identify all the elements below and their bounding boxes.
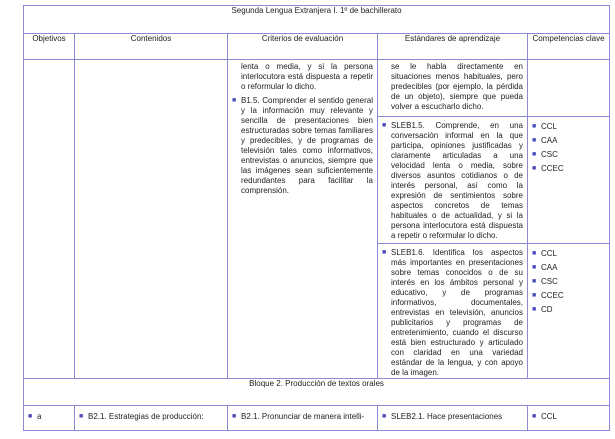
bullet-icon: ■ [382,413,387,420]
bullet-icon: ■ [532,306,537,313]
competencia-text: CCL [541,412,558,421]
estandar-sleb1-5-text: SLEB1.5. Comprende, en una conversación informal en la que participa, opiniones justificadas y claramente articuladas a una velocidad lenta o media, sobre diversos asuntos cotidianos o de interés personal, así como la expresión de sentimientos sobre aspectos concretos de temas habituales o de actualidad, y si la persona interlocutora está dispuesta a repetir o reformular lo dicho. [391,121,523,240]
estandar-sleb1-5 [378,117,527,241]
contenidos-cell [75,60,228,379]
estandar-sleb1-5-cell [378,117,528,244]
competencia-item [528,289,609,303]
competencia-item [528,162,609,176]
competencia-item [528,120,609,134]
competencia-label: CCL [541,249,558,258]
header-competencias: Competencias clave [528,34,610,60]
header-estandares: Estándares de aprendizaje [378,34,528,60]
criterio-b1-5-text: B1.5. Comprender el sentido general y la información muy relevante y sencilla de presentaciones bien estructuradas sobre temas familiares y predecibles, y de programas de televisión tales como informativos, entrevistas o anuncios, siempre que las imágenes sean suficientemente redundantes para facilitar la comprensión. [241,96,373,195]
header-objetivos: Objetivos [24,34,75,60]
competencia-item [528,261,609,275]
section-title: Bloque 2. Producción de textos orales [24,379,610,406]
curriculum-table [23,5,610,431]
bullet-icon: ■ [28,413,33,420]
estandar-sleb1-6-cell [378,244,528,379]
table-title: Segunda Lengua Extranjera I. 1º de bachillerato [24,6,610,34]
objetivos-b2 [24,406,75,431]
competencia-item [528,247,609,261]
competencia-label: CAA [541,263,558,272]
competencias-sleb1-6 [528,244,610,379]
competencia-item [528,148,609,162]
bullet-icon: ■ [79,413,84,420]
bullet-icon: ■ [532,151,537,158]
criterios-b2 [228,406,378,431]
bullet-icon: ■ [232,413,237,420]
competencia-label: CSC [541,277,558,286]
competencias-b2 [528,406,610,431]
competencia-item [528,134,609,148]
bullet-icon: ■ [532,292,537,299]
bullet-icon: ■ [382,249,387,256]
estandar-continuation-cell [378,60,528,117]
bullet-icon: ■ [532,413,537,420]
competencias-sleb1-5 [528,117,610,244]
competencias-list [528,244,609,317]
competencias-empty-cell [528,60,610,117]
competencia-label: CCEC [541,291,564,300]
objetivo-text: a [37,412,42,421]
criterio-b2-text: B2.1. Pronunciar de manera intelli- [241,412,365,421]
competencia-label: CSC [541,150,558,159]
bullet-icon: ■ [532,250,537,257]
estandar-sleb1-6 [378,244,527,378]
competencia-label: CD [541,305,553,314]
estandar-continuation: se le habla directamente en situaciones menos habituales, pero predecibles (por ejemplo, la pérdida de un objeto), siempre que pueda volver a escucharlo dicho. [391,62,523,111]
bullet-icon: ■ [232,97,237,104]
estandar-sleb1-6-text: SLEB1.6. Identifica los aspectos más importantes en presentaciones sobre temas conocidos o de su interés en los ámbitos personal y educativo, y de programas informativos, documentales, entrevistas en televisión, anuncios publicitarios y programas de entretenimiento, cuando el discurso está bien estructurado y articulado con claridad en una variedad estándar de la lengua, y con apoyo de la imagen. [391,248,523,377]
competencias-list [528,117,609,176]
estandares-b2 [378,406,528,431]
bullet-icon: ■ [382,122,387,129]
bullet-icon: ■ [532,123,537,130]
estandar-b2-text: SLEB2.1. Hace presentaciones [391,412,503,421]
competencia-label: CCEC [541,164,564,173]
criterio-continuation: lenta o media, y si la persona interlocutora está dispuesta a repetir o reformular lo dicho. [241,62,373,91]
criterio-b1-5 [228,92,377,196]
contenidos-b2 [75,406,228,431]
bullet-icon: ■ [532,137,537,144]
criterios-cell [228,60,378,379]
bullet-icon: ■ [532,264,537,271]
competencia-item [528,275,609,289]
competencia-label: CAA [541,136,558,145]
contenido-text: B2.1. Estrategias de producción: [88,412,204,421]
competencia-label: CCL [541,122,558,131]
header-criterios: Criterios de evaluación [228,34,378,60]
competencia-item [528,303,609,317]
header-contenidos: Contenidos [75,34,228,60]
objetivos-cell [24,60,75,379]
bullet-icon: ■ [532,278,537,285]
bullet-icon: ■ [532,165,537,172]
